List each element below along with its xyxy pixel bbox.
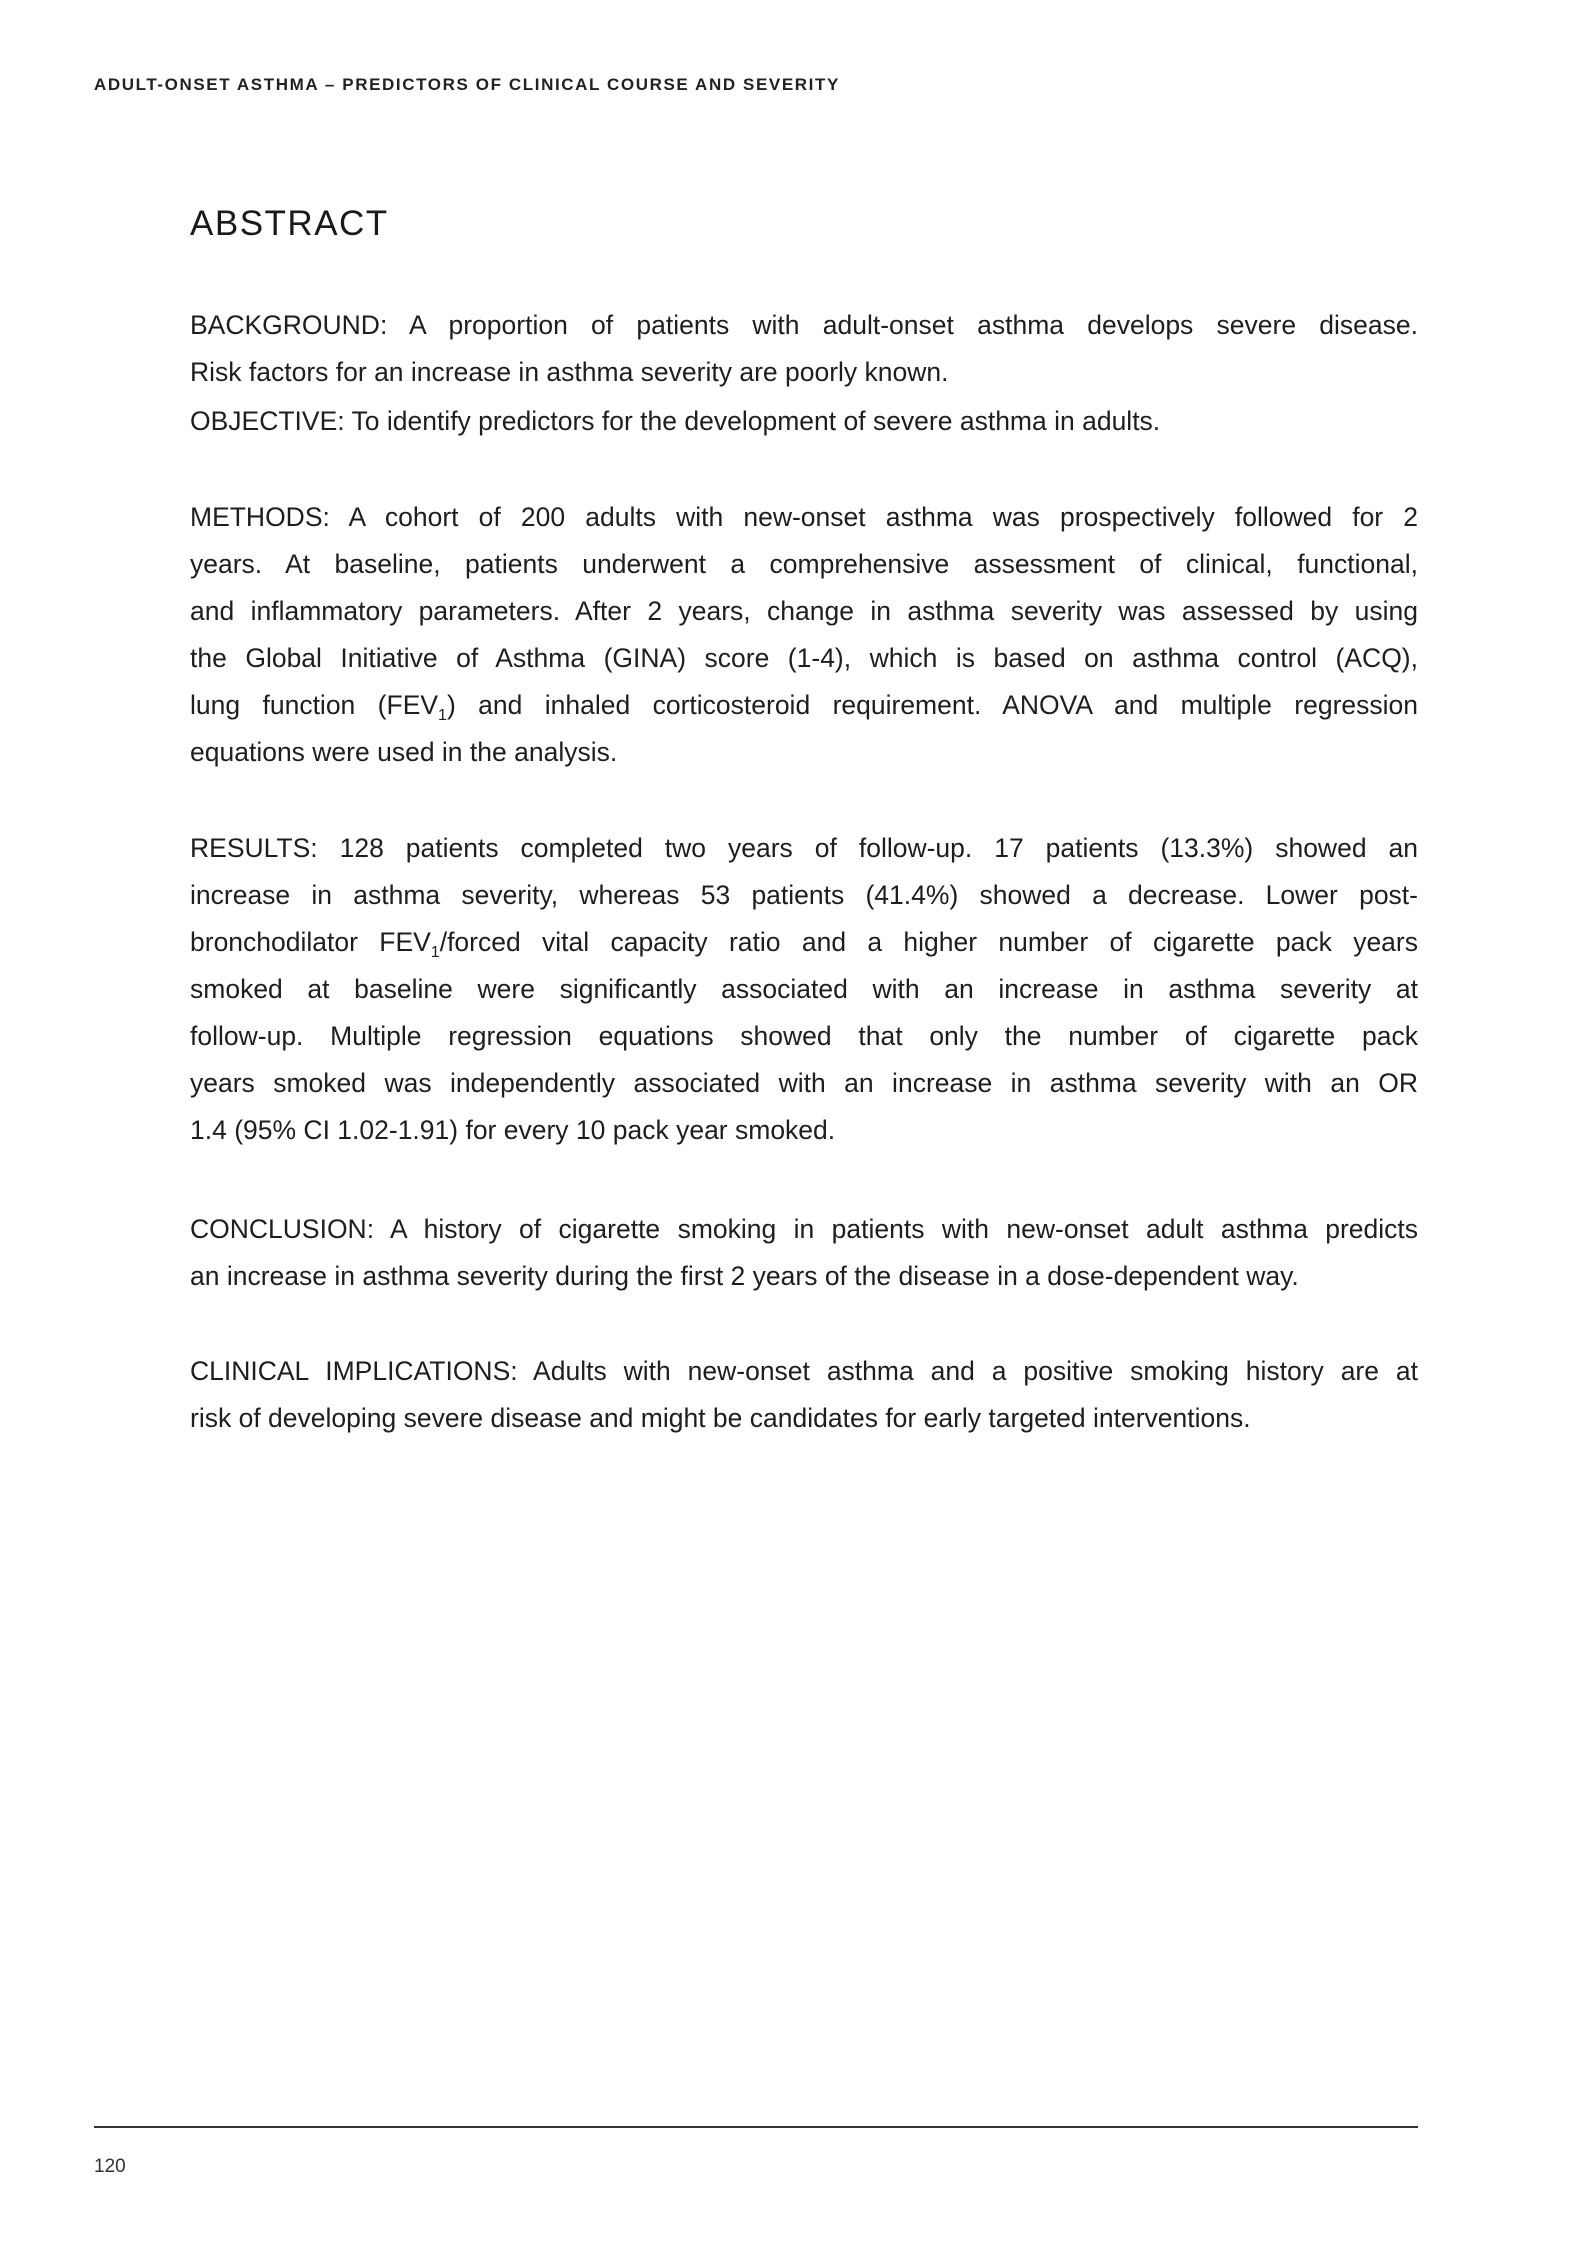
text-segment: RESULTS: 128 patients completed two years of follow-up. 17 patients (13.3%) showed an — [190, 833, 1418, 863]
page-number: 120 — [94, 2156, 126, 2177]
text-segment: follow-up. Multiple regression equations showed that only the number of cigarette pack — [190, 1021, 1418, 1051]
text-line — [190, 1253, 1418, 1300]
footer-divider — [94, 2126, 1418, 2128]
text-line — [190, 966, 1418, 1013]
text-segment: OBJECTIVE: To identify predictors for the development of severe asthma in adults. — [190, 406, 1161, 436]
text-segment: bronchodilator FEV — [190, 927, 431, 957]
text-line — [190, 872, 1418, 919]
subscript: 1 — [430, 944, 440, 961]
text-line — [190, 635, 1418, 682]
text-line — [190, 1060, 1418, 1107]
text-segment: increase in asthma severity, whereas 53 patients (41.4%) showed a decrease. Lower post- — [190, 880, 1418, 910]
text-segment: smoked at baseline were significantly associated with an increase in asthma severity at — [190, 974, 1418, 1004]
text-segment: risk of developing severe disease and might be candidates for early targeted interventions. — [190, 1403, 1251, 1433]
text-segment: lung function (FEV — [190, 690, 439, 720]
text-segment: Risk factors for an increase in asthma severity are poorly known. — [190, 357, 949, 387]
text-line — [190, 494, 1418, 541]
paragraph-objective — [190, 398, 1418, 445]
text-segment: METHODS: A cohort of 200 adults with new-onset asthma was prospectively followed for 2 — [190, 502, 1418, 532]
text-segment: equations were used in the analysis. — [190, 737, 618, 767]
paragraph-methods — [190, 494, 1418, 776]
text-segment: CONCLUSION: A history of cigarette smoking in patients with new-onset adult asthma predicts — [190, 1214, 1418, 1244]
running-head: ADULT-ONSET ASTHMA – PREDICTORS OF CLINICAL COURSE AND SEVERITY — [94, 75, 840, 94]
text-line — [190, 349, 1418, 396]
text-segment: the Global Initiative of Asthma (GINA) score (1-4), which is based on asthma control (ACQ), — [190, 643, 1418, 673]
paragraph-conclusion — [190, 1206, 1418, 1300]
text-line — [190, 825, 1418, 872]
paragraph-results — [190, 825, 1418, 1154]
text-line — [190, 1013, 1418, 1060]
text-segment: CLINICAL IMPLICATIONS: Adults with new-onset asthma and a positive smoking history are at — [190, 1356, 1418, 1386]
subscript: 1 — [438, 707, 447, 724]
paragraph-clinical-implications — [190, 1348, 1418, 1442]
paragraph-background — [190, 302, 1418, 396]
text-line — [190, 1348, 1418, 1395]
text-line — [190, 682, 1418, 729]
text-line — [190, 541, 1418, 588]
text-line — [190, 1206, 1418, 1253]
text-line — [190, 302, 1418, 349]
text-segment: 1.4 (95% CI 1.02-1.91) for every 10 pack year smoked. — [190, 1115, 836, 1145]
text-segment: years smoked was independently associated with an increase in asthma severity with an OR — [190, 1068, 1418, 1098]
text-segment: years. At baseline, patients underwent a comprehensive assessment of clinical, functional, — [190, 549, 1418, 579]
text-segment: /forced vital capacity ratio and a higher number of cigarette pack years — [439, 927, 1418, 957]
text-line — [190, 398, 1418, 445]
section-title: ABSTRACT — [190, 204, 389, 243]
text-segment: an increase in asthma severity during the first 2 years of the disease in a dose-dependent way. — [190, 1261, 1299, 1291]
text-segment: BACKGROUND: A proportion of patients with adult-onset asthma develops severe disease. — [190, 310, 1418, 340]
text-segment: ) and inhaled corticosteroid requirement. ANOVA and multiple regression — [446, 690, 1418, 720]
text-line — [190, 588, 1418, 635]
text-line — [190, 729, 1418, 776]
text-line — [190, 1395, 1418, 1442]
text-segment: and inflammatory parameters. After 2 years, change in asthma severity was assessed by using — [190, 596, 1418, 626]
text-line — [190, 1107, 1418, 1154]
text-line — [190, 919, 1418, 966]
